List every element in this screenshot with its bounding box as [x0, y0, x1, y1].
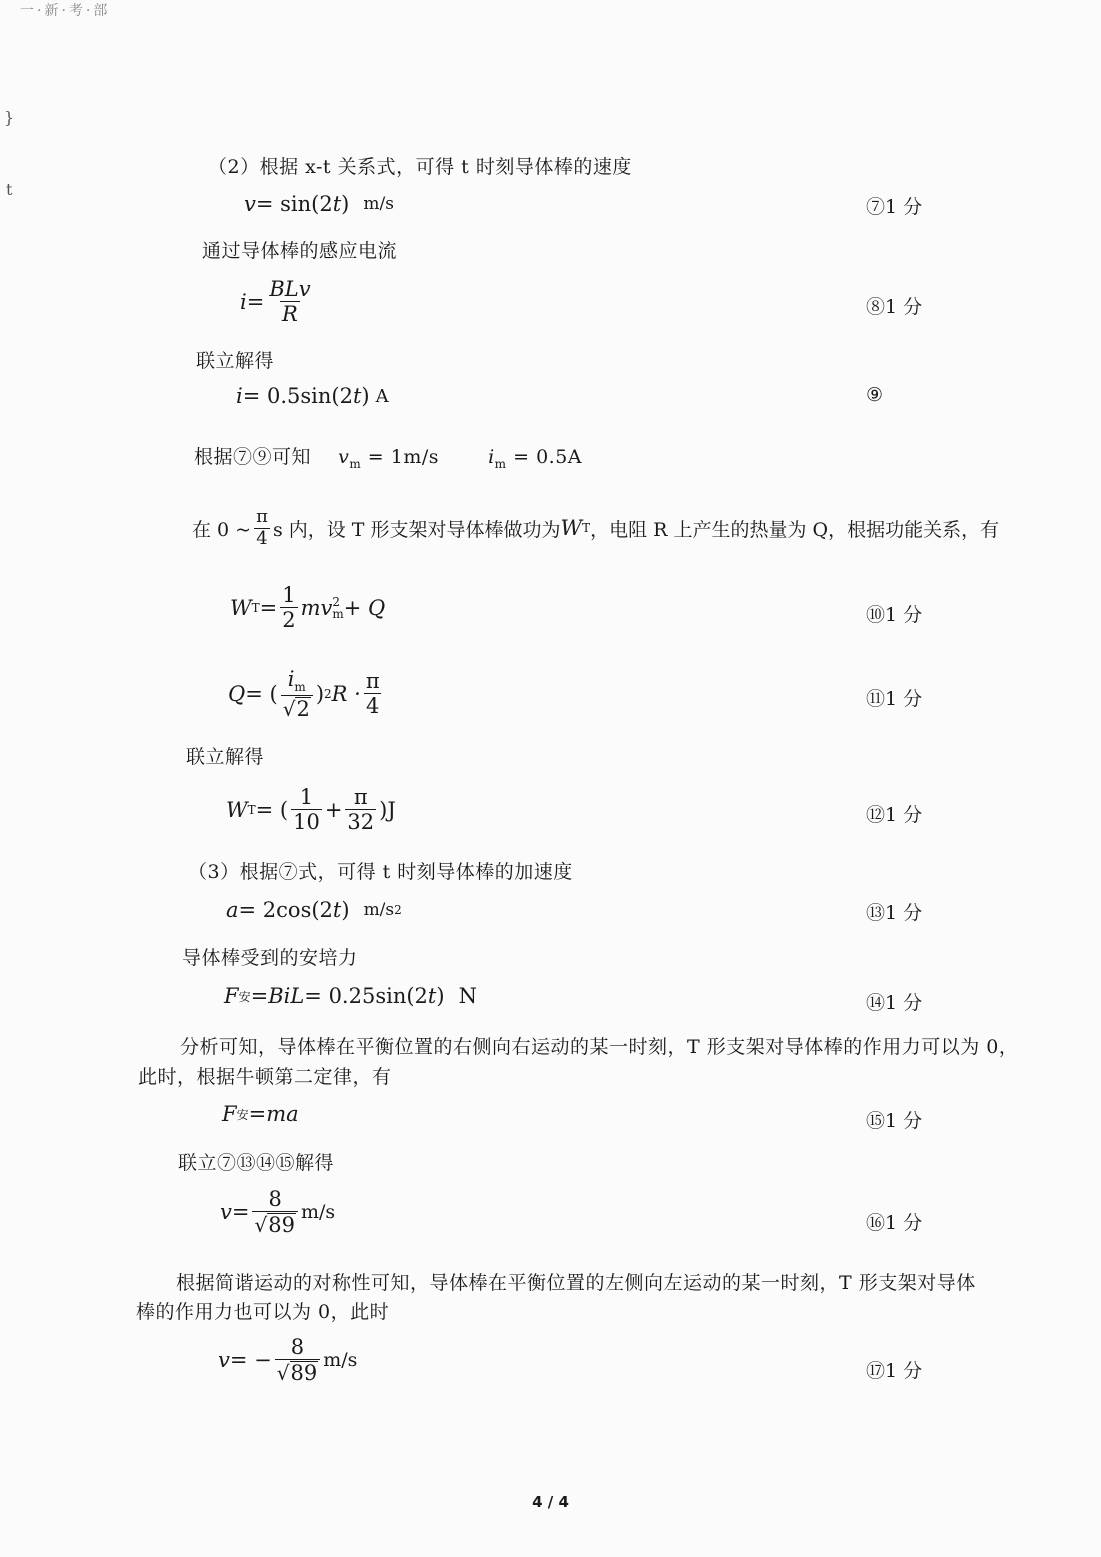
var: i	[287, 667, 295, 691]
formula	[224, 984, 477, 1008]
denominator	[275, 1359, 320, 1384]
radicand: 89	[268, 1213, 295, 1238]
numerator: π	[256, 506, 268, 527]
subscript: m	[349, 456, 362, 471]
fraction	[252, 1188, 297, 1236]
numerator: BLv	[269, 277, 311, 301]
var: v	[244, 192, 256, 216]
paragraph: 通过导体棒的感应电流	[202, 240, 398, 262]
var: Q	[228, 681, 246, 706]
var: i	[240, 289, 247, 314]
score-marker: ⑭1 分	[866, 992, 923, 1014]
fraction	[281, 668, 313, 720]
denominator: 10	[293, 810, 320, 835]
formula	[240, 278, 316, 325]
formula-text: )	[315, 681, 325, 706]
formula	[218, 1336, 357, 1384]
scan-edge-mark: }	[4, 108, 15, 127]
numerator: 1	[299, 785, 314, 809]
subscript: 安	[238, 989, 251, 1004]
score-marker: ⑰1 分	[866, 1360, 923, 1382]
var: v	[338, 446, 350, 468]
paragraph	[192, 508, 999, 549]
radicand: 2	[296, 696, 310, 721]
var: v	[220, 1200, 232, 1225]
formula-text: =	[231, 1200, 250, 1225]
var: W	[230, 595, 252, 620]
score-marker: ⑨	[866, 384, 884, 406]
var: a	[226, 898, 239, 922]
numerator	[286, 668, 308, 695]
formula	[236, 384, 389, 408]
formula-text: = 1m/s	[367, 446, 439, 468]
paragraph: 联立解得	[186, 746, 265, 768]
paragraph: 此时，根据牛顿第二定律，有	[138, 1066, 392, 1088]
paragraph: 分析可知，导体棒在平衡位置的右侧向右运动的某一时刻，T 形支架对导体棒的作用力可以为 0，	[180, 1036, 1019, 1058]
score-marker: ⑪1 分	[866, 688, 923, 710]
fraction	[280, 584, 297, 631]
var: mv	[300, 595, 333, 620]
unit: A	[375, 385, 389, 407]
formula	[228, 668, 385, 720]
subscript: T	[247, 802, 256, 817]
paragraph: （2）根据 x-t 关系式，可得 t 时刻导体棒的速度	[208, 156, 632, 178]
var: t	[352, 384, 362, 408]
formula-text: = sin(2	[255, 192, 333, 216]
subscript: m	[332, 606, 344, 621]
formula-text: =	[248, 1102, 267, 1126]
subscript: m	[494, 456, 507, 471]
numerator: π	[353, 785, 368, 809]
var: + Q	[343, 595, 386, 620]
formula	[230, 584, 385, 631]
denominator: 4	[366, 694, 380, 719]
score-marker: ⑩1 分	[866, 604, 923, 626]
paragraph: （3）根据⑦式，可得 t 时刻导体棒的加速度	[188, 861, 573, 883]
denominator: 2	[282, 608, 296, 633]
var: W	[560, 516, 583, 541]
formula-text: = 0.5A	[513, 446, 583, 468]
formula	[222, 1102, 299, 1126]
fraction	[364, 670, 382, 717]
paragraph: 导体棒受到的安培力	[182, 947, 358, 969]
formula-text: = 2cos(2	[238, 898, 333, 922]
score-marker: ⑯1 分	[866, 1212, 923, 1234]
formula-text: +	[324, 797, 343, 822]
formula	[226, 786, 396, 833]
formula-text: = 0.5sin(2	[242, 384, 353, 408]
formula-text: = −	[229, 1348, 272, 1373]
formula-text: = (	[245, 681, 278, 706]
subscript: m	[294, 680, 306, 695]
denominator	[281, 695, 313, 720]
var: v	[218, 1348, 230, 1373]
var: R ·	[331, 681, 361, 706]
formula-text: )	[361, 384, 370, 408]
paragraph: 联立⑦⑬⑭⑮解得	[178, 1152, 335, 1174]
var: F	[224, 984, 239, 1008]
score-marker: ⑬1 分	[866, 902, 923, 924]
paragraph: 联立解得	[196, 350, 275, 372]
formula-text: =	[250, 984, 269, 1008]
text: 在 0 ~	[192, 518, 252, 541]
square-root: √ 89	[276, 1361, 318, 1386]
fraction	[254, 508, 270, 549]
denominator: R	[282, 302, 298, 327]
denominator: 32	[347, 810, 375, 835]
fraction	[267, 278, 312, 325]
denominator	[252, 1211, 297, 1236]
scan-header-mark: 一·新·考·部	[20, 3, 111, 19]
scan-edge-mark: t	[6, 180, 13, 199]
var: i	[488, 446, 495, 468]
formula-text: = (	[255, 797, 289, 822]
paragraph	[194, 442, 582, 471]
score-marker: ⑫1 分	[866, 804, 923, 826]
square-root: √ 89	[254, 1213, 295, 1238]
paragraph: 根据简谐运动的对称性可知，导体棒在平衡位置的左侧向左运动的某一时刻，T 形支架对导体	[176, 1272, 976, 1294]
superscript: 2	[324, 686, 332, 701]
var: t	[332, 898, 342, 922]
text: ，电阻 R 上产生的热量为 Q，根据功能关系，有	[590, 518, 1000, 541]
formula-text: = 0.25sin(2	[304, 984, 428, 1008]
unit: m/s	[300, 1201, 336, 1224]
superscript: 2	[394, 903, 402, 917]
score-marker: ⑮1 分	[866, 1110, 923, 1132]
subscript: T	[251, 600, 260, 615]
unit: N	[458, 984, 477, 1008]
formula-text: )	[341, 192, 350, 216]
score-marker: ⑦1 分	[866, 196, 923, 218]
fraction	[345, 786, 376, 833]
score-marker: ⑧1 分	[866, 296, 923, 318]
subscript: T	[582, 521, 591, 536]
formula-text: =	[259, 595, 278, 620]
numerator: 8	[290, 1335, 305, 1359]
var: W	[226, 797, 248, 822]
formula	[226, 898, 402, 922]
var: F	[222, 1102, 237, 1126]
page-number: 4 / 4	[532, 1493, 569, 1511]
var: BiL	[268, 984, 305, 1008]
subscript: 安	[236, 1107, 249, 1122]
var: t	[427, 984, 437, 1008]
unit: m/s	[323, 1349, 358, 1372]
unit: m/s	[363, 194, 394, 214]
numerator: 8	[268, 1187, 282, 1211]
text: 根据⑦⑨可知	[194, 446, 312, 468]
var: i	[236, 384, 243, 408]
numerator: π	[365, 669, 380, 694]
formula-text: )	[436, 984, 445, 1008]
formula	[244, 192, 394, 216]
paragraph: 棒的作用力也可以为 0，此时	[136, 1301, 390, 1323]
numerator: 1	[282, 583, 296, 607]
formula	[220, 1188, 335, 1236]
formula-text: )	[341, 898, 350, 922]
denominator: 4	[256, 527, 268, 549]
radicand: 89	[290, 1361, 318, 1386]
fraction	[275, 1336, 320, 1384]
formula-text: )J	[379, 797, 396, 822]
fraction	[291, 786, 322, 833]
formula-text: =	[246, 289, 265, 314]
var: ma	[266, 1102, 299, 1126]
superscript: 2	[332, 594, 341, 609]
unit: m/s	[363, 900, 395, 920]
square-root: √ 2	[282, 696, 310, 721]
text: s 内，设 T 形支架对导体棒做功为	[272, 518, 561, 541]
var: t	[332, 192, 342, 216]
